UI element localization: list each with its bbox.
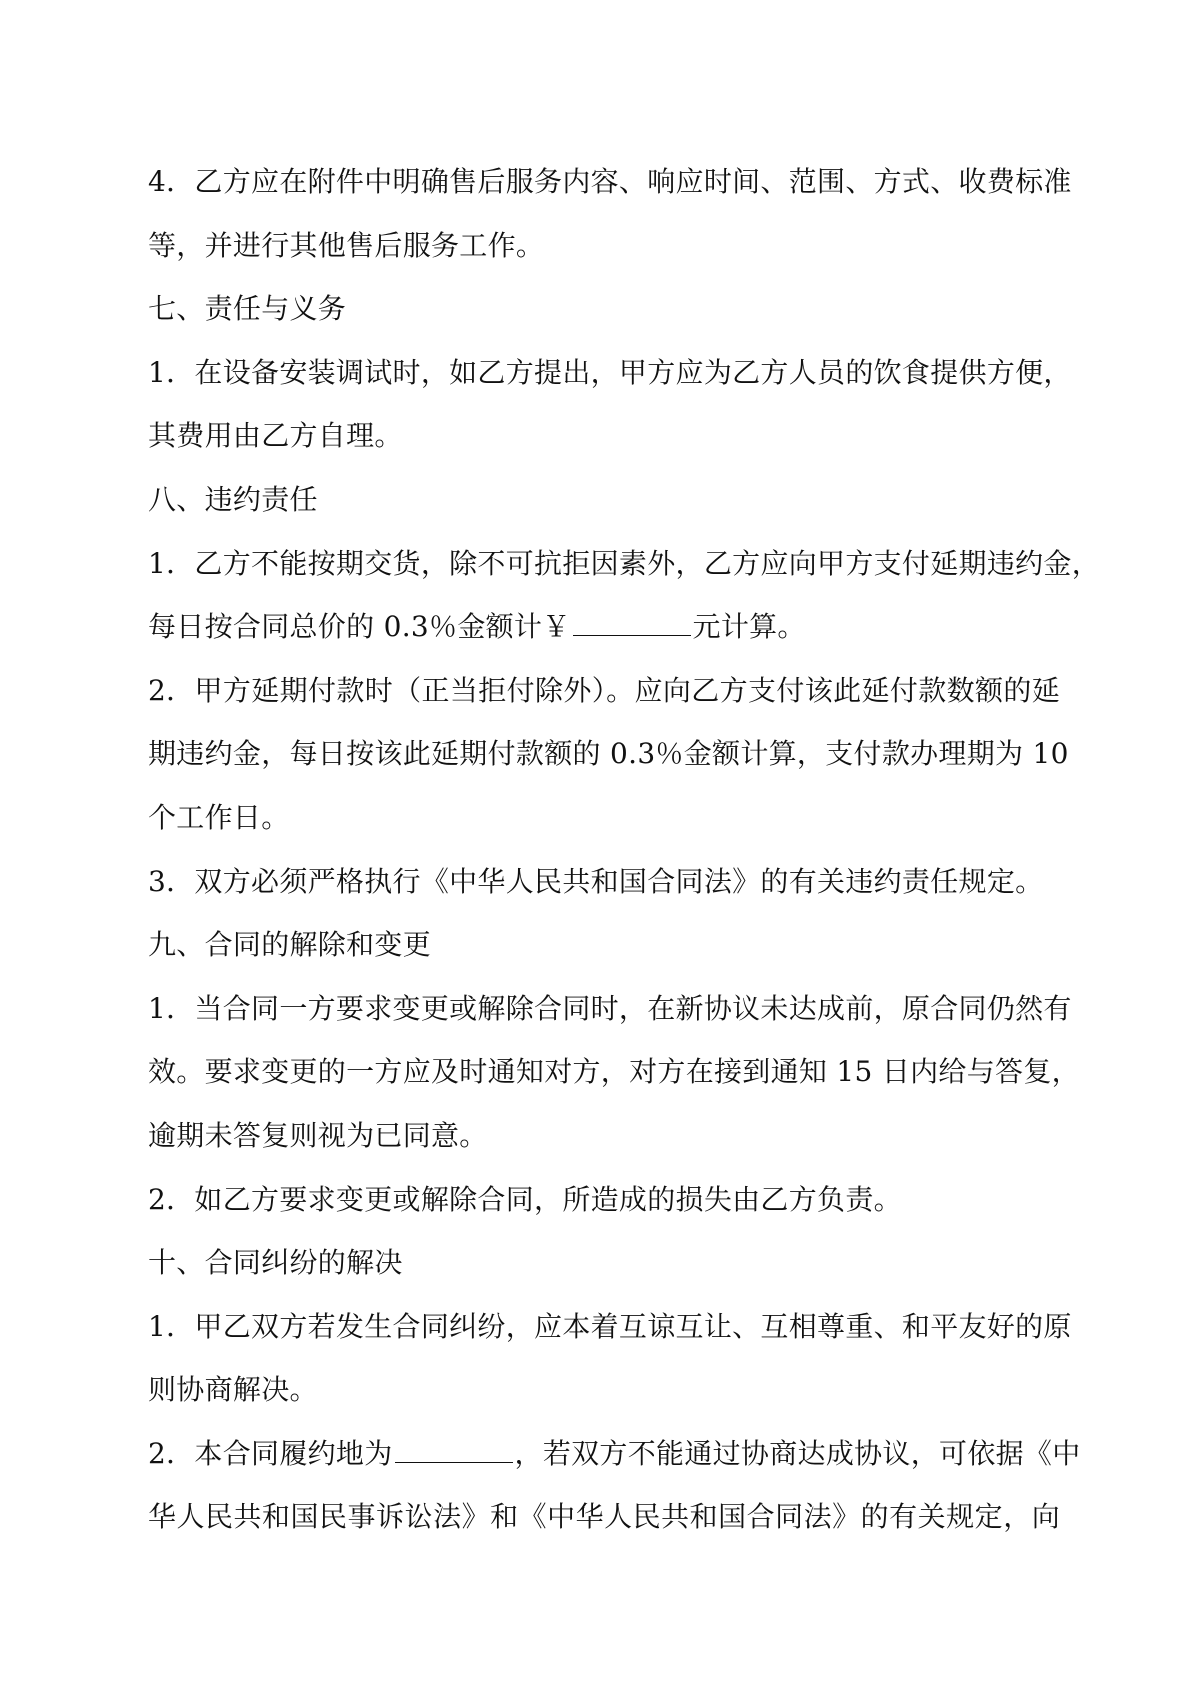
clause-7-1-line-1: 1．在设备安装调试时，如乙方提出，甲方应为乙方人员的饮食提供方便，: [148, 355, 1072, 389]
penalty-amount-blank: [573, 609, 691, 636]
venue-text-after: ，若双方不能通过协商达成协议，可依据《中: [514, 1436, 1081, 1470]
clause-8-3: 3．双方必须严格执行《中华人民共和国合同法》的有关违约责任规定。: [148, 864, 1044, 898]
clause-10-1-line-2: 则协商解决。: [148, 1373, 318, 1407]
clause-9-1-line-3: 逾期未答复则视为已同意。: [148, 1118, 488, 1152]
clause-10-1-line-1: 1．甲乙双方若发生合同纠纷，应本着互谅互让、互相尊重、和平友好的原: [148, 1309, 1072, 1343]
penalty-text-after: 元计算。: [692, 610, 806, 644]
penalty-text-before: 每日按合同总价的 0.3％金额计￥: [148, 610, 571, 644]
clause-6-4-line-1: 4．乙方应在附件中明确售后服务内容、响应时间、范围、方式、收费标准: [148, 165, 1072, 198]
clause-6-4-line-2: 等，并进行其他售后服务工作。: [148, 228, 545, 262]
clause-7-1-line-2: 其费用由乙方自理。: [148, 419, 403, 453]
clause-8-1-line-1: 1．乙方不能按期交货，除不可抗拒因素外，乙方应向甲方支付延期违约金，: [148, 546, 1101, 580]
clause-9-1-line-2: 效。要求变更的一方应及时通知对方，对方在接到通知 15 日内给与答复，: [148, 1055, 1080, 1089]
clause-8-1-line-2: [148, 595, 1060, 659]
venue-blank: [395, 1436, 513, 1463]
clause-8-2-line-2: 期违约金，每日按该此延期付款额的 0.3％金额计算，支付款办理期为 10: [148, 737, 1069, 771]
section-heading-termination: 九、合同的解除和变更: [148, 928, 432, 962]
clause-8-2-line-1: 2．甲方延期付款时（正当拒付除外）。应向乙方支付该此延付款数额的延: [148, 673, 1060, 707]
section-heading-responsibilities: 七、责任与义务: [148, 292, 347, 326]
clause-10-2-line-1: [148, 1422, 1081, 1486]
section-heading-breach-liability: 八、违约责任: [148, 482, 318, 516]
clause-8-2-line-3: 个工作日。: [148, 800, 290, 834]
section-heading-dispute-resolution: 十、合同纠纷的解决: [148, 1246, 403, 1280]
clause-9-2: 2．如乙方要求变更或解除合同，所造成的损失由乙方负责。: [148, 1182, 902, 1216]
venue-text-before: 2．本合同履约地为: [148, 1436, 393, 1470]
clause-10-2-line-2: 华人民共和国民事诉讼法》和《中华人民共和国合同法》的有关规定，向: [148, 1500, 1060, 1534]
clause-9-1-line-1: 1．当合同一方要求变更或解除合同时，在新协议未达成前，原合同仍然有: [148, 991, 1072, 1025]
